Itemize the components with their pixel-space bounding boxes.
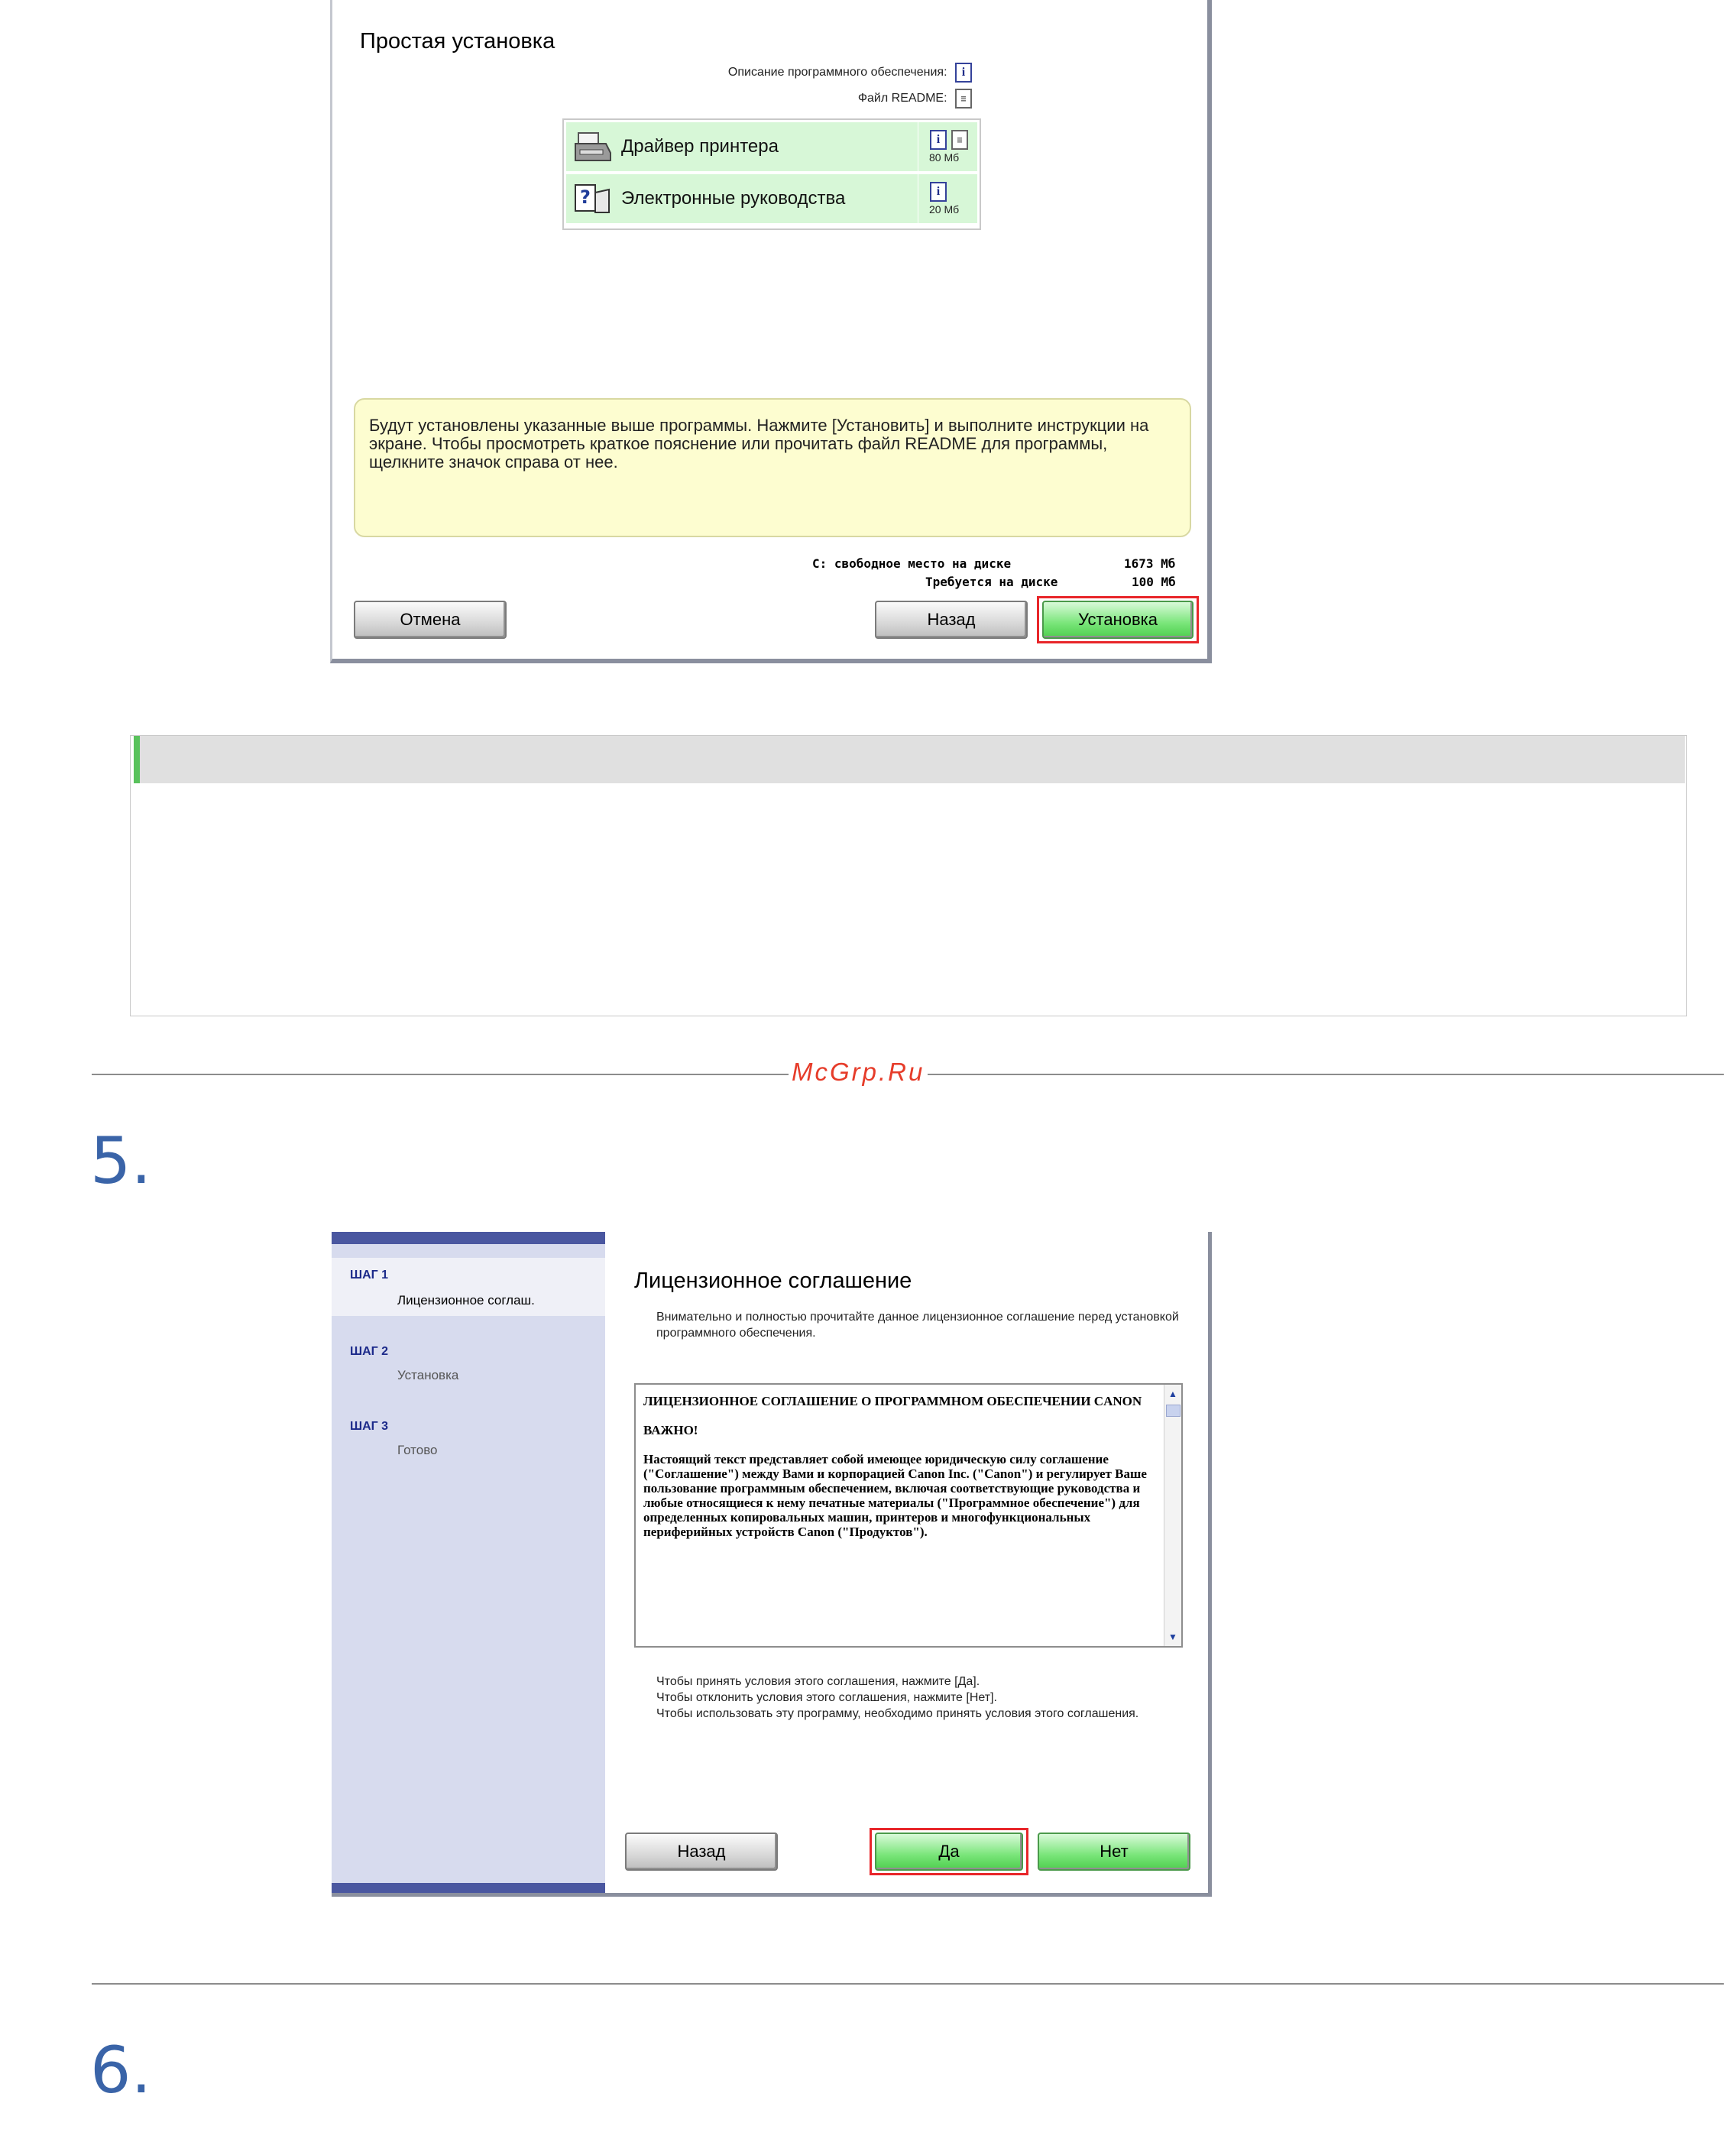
step-label: Лицензионное соглаш. <box>397 1293 535 1308</box>
license-intro: Внимательно и полностью прочитайте данное лицензионное соглашение перед установкой программного обеспечения. <box>656 1311 1179 1340</box>
license-instructions <box>656 1674 1191 1722</box>
info-icon[interactable]: i <box>930 130 947 150</box>
readme-label: Файл README: <box>857 92 947 105</box>
back-button[interactable]: Назад <box>875 601 1028 639</box>
simple-install-window <box>330 0 1212 663</box>
yes-highlight <box>870 1828 1028 1875</box>
steps-sidebar <box>332 1232 605 1893</box>
step-label: Готово <box>397 1443 438 1457</box>
component-size: 80 Мб <box>929 151 960 164</box>
step-number: 6. <box>90 2033 152 2108</box>
license-text-area[interactable] <box>634 1383 1183 1648</box>
printer-icon <box>572 130 612 164</box>
component-name: Драйвер принтера <box>621 136 779 157</box>
scroll-thumb[interactable] <box>1166 1405 1181 1417</box>
step-title: ШАГ 3 <box>350 1420 389 1433</box>
disk-required-value: 100 Мб <box>1132 575 1176 589</box>
sidebar-top-bar <box>332 1232 605 1244</box>
license-text <box>643 1394 1148 1554</box>
scrollbar[interactable] <box>1164 1385 1181 1646</box>
info-message: Будут установлены указанные выше программы. Нажмите [Установить] и выполните инструкции на экране. Чтобы просмотреть краткое пояснение или прочитать файл README для программы, щелкните значок справа от нее. <box>354 398 1191 537</box>
yes-button[interactable]: Да <box>875 1833 1023 1871</box>
component-name: Электронные руководства <box>621 188 846 209</box>
license-paragraph: ЛИЦЕНЗИОННОЕ СОГЛАШЕНИЕ О ПРОГРАММНОМ ОБЕСПЕЧЕНИИ CANON <box>643 1394 1142 1408</box>
step-title: ШАГ 1 <box>350 1269 389 1282</box>
back-button[interactable]: Назад <box>625 1833 778 1871</box>
divider <box>92 1983 1724 1985</box>
readme-row <box>858 89 972 109</box>
note-header <box>134 736 1685 783</box>
step-number: 5. <box>90 1123 152 1198</box>
window-title: Лицензионное соглашение <box>634 1269 912 1293</box>
watermark: McGrp.Ru <box>789 1058 928 1087</box>
install-highlight <box>1037 596 1199 643</box>
component-row[interactable] <box>566 122 977 171</box>
svg-text:?: ? <box>580 186 591 208</box>
step-label: Установка <box>397 1368 459 1382</box>
install-button[interactable]: Установка <box>1042 601 1194 639</box>
step-title: ШАГ 2 <box>350 1345 389 1358</box>
readme-doc-icon[interactable]: ≡ <box>951 130 968 150</box>
disk-free-label: C: свободное место на диске <box>812 556 1012 571</box>
software-description-label: Описание программного обеспечения: <box>727 66 947 79</box>
disk-free-value: 1673 Мб <box>1124 556 1176 571</box>
software-description-row <box>728 63 972 83</box>
instruction-line: Чтобы принять условия этого соглашения, нажмите [Да]. <box>656 1675 980 1688</box>
disk-required-label: Требуется на диске <box>925 575 1058 589</box>
instruction-line: Чтобы использовать эту программу, необходимо принять условия этого соглашения. <box>656 1707 1139 1720</box>
license-window <box>332 1232 1212 1897</box>
info-icon[interactable]: i <box>930 182 947 202</box>
no-button[interactable]: Нет <box>1038 1833 1190 1871</box>
license-paragraph: Настоящий текст представляет собой имеющее юридическую силу соглашение ("Соглашение") между Вами и корпорацией Canon Inc. ("Canon") и регулирует Ваше пользование программным обеспечением, включая соответствующие руководства и любые относящиеся к нему печатные материалы ("Программное обеспечение") для определенных копировальных машин, принтеров и многофункциональных периферийных устройств Canon ("Продуктов"). <box>643 1452 1147 1539</box>
info-icon[interactable]: i <box>955 63 972 83</box>
scroll-up-icon[interactable]: ▲ <box>1168 1389 1177 1399</box>
scroll-down-icon[interactable]: ▼ <box>1168 1632 1177 1642</box>
cancel-button[interactable]: Отмена <box>354 601 507 639</box>
readme-doc-icon[interactable]: ≡ <box>955 89 972 109</box>
help-book-icon <box>572 182 612 216</box>
sidebar-bottom-bar <box>332 1883 605 1893</box>
license-paragraph: ВАЖНО! <box>643 1423 698 1437</box>
note-accent <box>134 736 140 783</box>
window-title: Простая установка <box>360 29 555 53</box>
component-row[interactable] <box>566 174 977 223</box>
component-size: 20 Мб <box>929 203 960 216</box>
components-table <box>562 118 981 230</box>
note-box <box>130 735 1687 1016</box>
instruction-line: Чтобы отклонить условия этого соглашения, нажмите [Нет]. <box>656 1691 997 1704</box>
